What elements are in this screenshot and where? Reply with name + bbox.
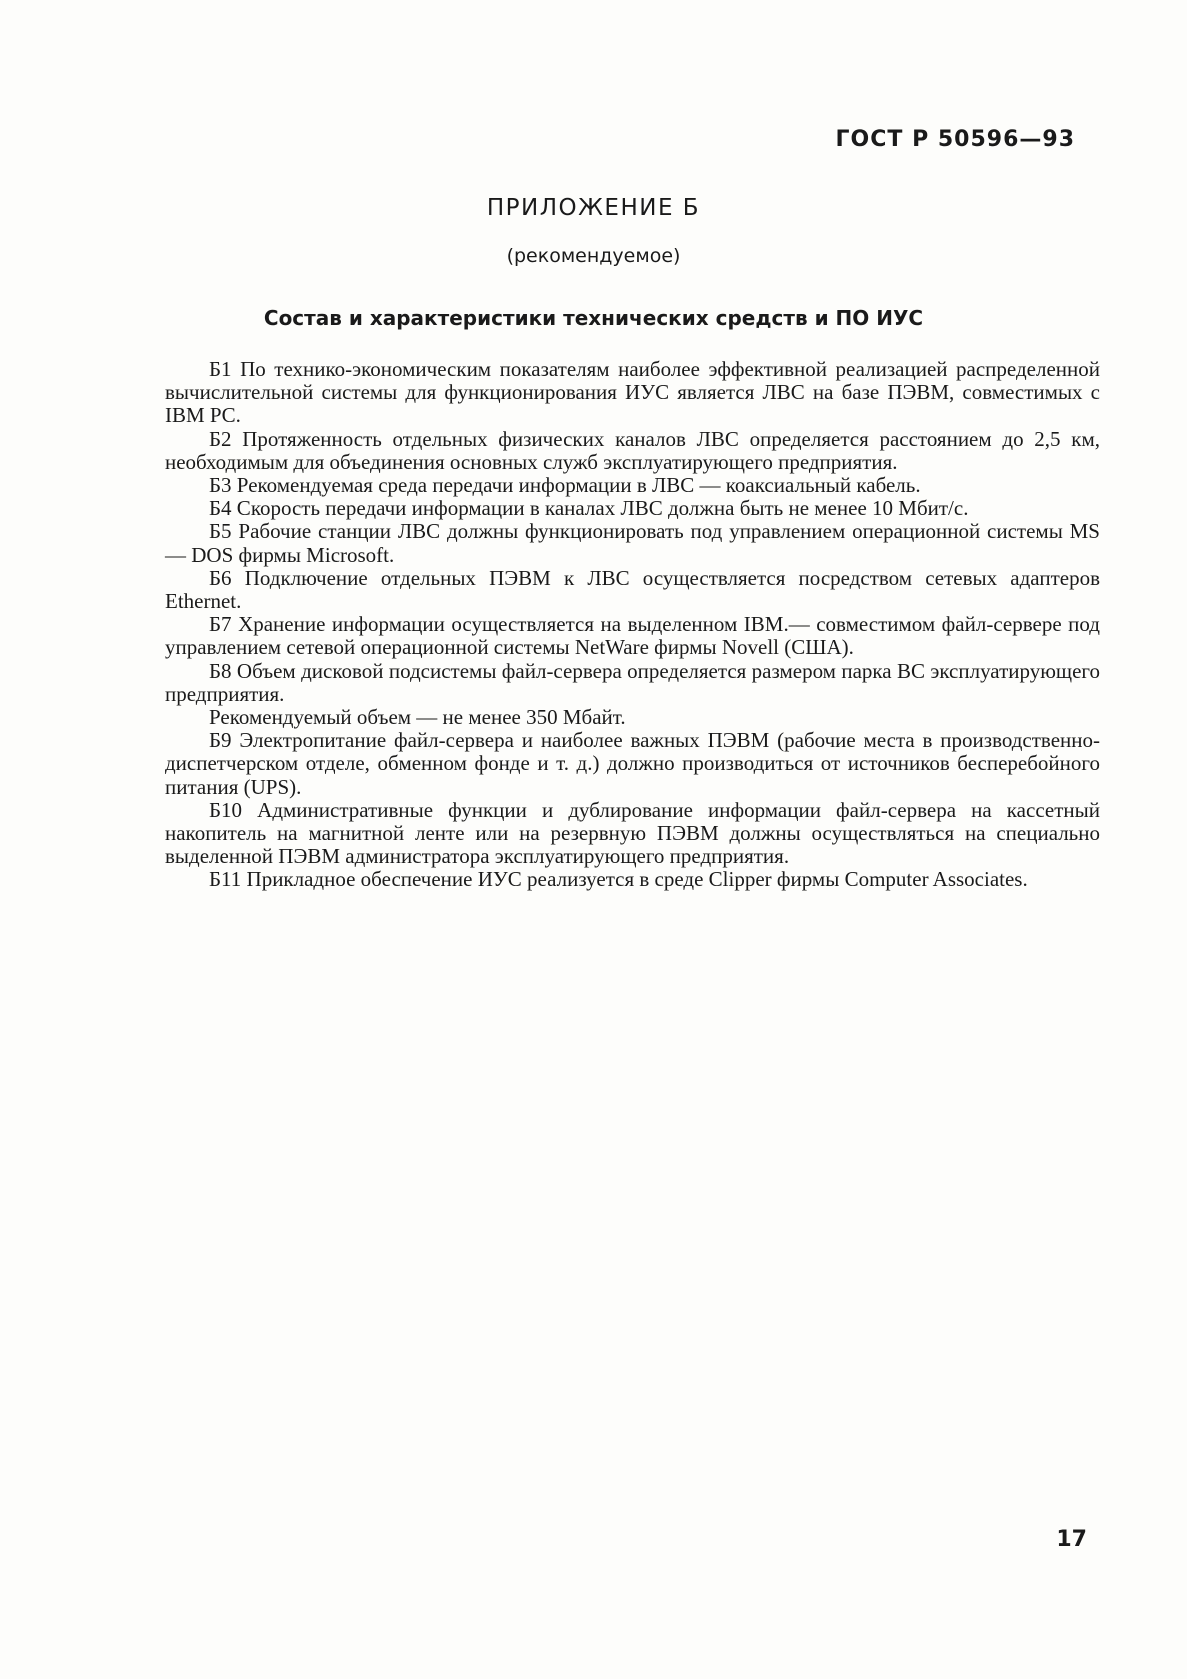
paragraph-b1: Б1 По технико-экономическим показателям наиболее эффективной реализацией распределенной вычислительной системы для функционирования ИУС является ЛВС на базе ПЭВМ, совместимых с IBM PC.	[165, 357, 1100, 428]
paragraph-b5: Б5 Рабочие станции ЛВС должны функционировать под управлением операционной системы MS — DOS фирмы Microsoft.	[165, 519, 1100, 567]
body-text	[165, 358, 1100, 892]
paragraph-b9: Б9 Электропитание файл-сервера и наиболее важных ПЭВМ (рабочие места в производственно-диспетчерском отделе, обменном фонде и т. д.) должно производиться от источников бесперебойного питания (UPS).	[165, 728, 1100, 799]
paragraph-b2: Б2 Протяженность отдельных физических каналов ЛВС определяется расстоянием до 2,5 км, необходимым для объединения основных служб эксплуатирующего предприятия.	[165, 426, 1100, 474]
paragraph-b6: Б6 Подключение отдельных ПЭВМ к ЛВС осуществляется посредством сетевых адаптеров Ethernet.	[165, 565, 1100, 614]
paragraph-b8-note: Рекомендуемый объем — не менее 350 Мбайт.	[209, 705, 626, 730]
paragraph-b8: Б8 Объем дисковой подсистемы файл-сервера определяется размером парка ВС эксплуатирующего предприятия.	[165, 658, 1100, 706]
paragraph-b11: Б11 Прикладное обеспечение ИУС реализуется в среде Clipper фирмы Computer Associates.	[209, 867, 1028, 892]
paragraph-b10: Б10 Административные функции и дублирование информации файл-сервера на кассетный накопитель на магнитной ленте или на резервную ПЭВМ должны осуществляться на специально выделенной ПЭВМ администратора эксплуатирующего предприятия.	[165, 797, 1100, 869]
paragraph-b4: Б4 Скорость передачи информации в каналах ЛВС должна быть не менее 10 Мбит/с.	[209, 496, 969, 521]
paragraph-b3: Б3 Рекомендуемая среда передачи информации в ЛВС — коаксиальный кабель.	[209, 473, 921, 498]
section-title: Состав и характеристики технических средств и ПО ИУС	[263, 306, 924, 330]
paragraph-b7: Б7 Хранение информации осуществляется на выделенном IBM.— совместимом файл-сервере под управлением сетевой операционной системы NetWare фирмы Novell (США).	[165, 612, 1100, 660]
document-code: ГОСТ Р 50596—93	[835, 127, 1075, 152]
page-number: 17	[1056, 1527, 1087, 1552]
appendix-subtitle: (рекомендуемое)	[506, 245, 681, 267]
appendix-title: ПРИЛОЖЕНИЕ Б	[486, 195, 701, 221]
